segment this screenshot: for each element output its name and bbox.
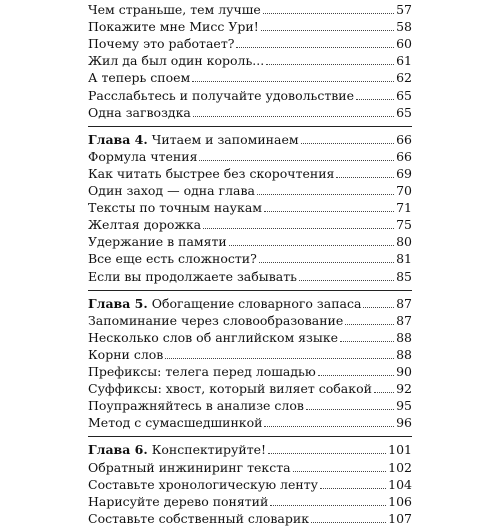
entry-title: Одна загвоздка (88, 104, 191, 120)
dot-leader (263, 13, 394, 14)
chapter-label: Глава 6. (88, 442, 148, 458)
dot-leader (236, 47, 394, 48)
toc-entry[interactable] (88, 396, 412, 413)
dot-leader (270, 505, 386, 506)
dot-leader (301, 143, 395, 144)
page-number: 75 (396, 217, 412, 233)
page-number: 92 (396, 381, 412, 397)
entry-title: Обратный инжиниринг текста (88, 459, 291, 475)
page-number: 90 (396, 364, 412, 379)
page-number: 81 (396, 251, 412, 267)
toc-entry[interactable] (88, 267, 412, 284)
entry-title: А теперь споем (88, 70, 191, 86)
page-number: 96 (396, 415, 412, 431)
dot-leader (345, 324, 394, 325)
entry-title: Нарисуйте дерево понятий (88, 493, 269, 509)
page-number: 80 (396, 234, 412, 250)
chapter-title (88, 133, 299, 147)
toc-entry[interactable] (88, 311, 412, 328)
page-number: 87 (396, 312, 412, 328)
toc-entry[interactable] (88, 215, 412, 232)
dot-leader (293, 471, 387, 472)
dot-leader (306, 409, 394, 410)
dot-leader (266, 64, 394, 65)
dot-leader (199, 160, 394, 161)
page-number: 62 (396, 70, 412, 86)
page-number: 71 (396, 200, 412, 216)
toc-entry[interactable] (88, 492, 412, 509)
page-number: 65 (396, 104, 412, 120)
dot-leader (193, 116, 394, 117)
page-number: 102 (388, 459, 412, 475)
entry-title: Префиксы: телега перед лошадью (88, 364, 316, 379)
chapter-name: Читаем и запоминаем (151, 131, 299, 147)
toc-entry[interactable] (88, 0, 412, 17)
entry-title: Составьте хронологическую ленту (88, 476, 318, 492)
page-number: 88 (396, 329, 412, 345)
entry-title: Суффиксы: хвост, который виляет собакой (88, 381, 372, 397)
entry-title: Если вы продолжаете забывать (88, 268, 297, 284)
dot-leader (257, 194, 394, 195)
toc-entry[interactable] (88, 17, 412, 34)
entry-title: Метод с сумасшедшинкой (88, 415, 263, 431)
entry-title: Покажите мне Мисс Ури! (88, 19, 259, 35)
page-number: 70 (396, 183, 412, 198)
toc-entry[interactable] (88, 34, 412, 51)
dot-leader (192, 81, 394, 82)
page-number: 106 (388, 493, 412, 509)
toc-entry[interactable] (88, 51, 412, 68)
chapter-divider (88, 126, 412, 127)
chapter-title (88, 297, 361, 311)
chapter-heading[interactable] (88, 294, 412, 311)
toc-entry[interactable] (88, 68, 412, 85)
page-number: 104 (388, 476, 412, 492)
toc-entry[interactable] (88, 86, 412, 103)
page-number: 58 (396, 19, 412, 35)
entry-title: Формула чтения (88, 148, 198, 164)
page-number: 101 (388, 442, 412, 458)
page-number: 88 (396, 346, 412, 362)
dot-leader (336, 177, 394, 178)
chapter-name: Обогащение словарного запаса (151, 295, 362, 311)
chapter-name: Конспектируйте! (151, 442, 267, 458)
page-number: 95 (396, 398, 412, 414)
dot-leader (363, 307, 394, 308)
dot-leader (264, 211, 394, 212)
chapter-heading[interactable] (88, 440, 412, 457)
entry-title: Чем страньше, тем лучше (88, 2, 261, 17)
dot-leader (203, 228, 394, 229)
toc-entry[interactable] (88, 147, 412, 164)
chapter-label: Глава 5. (88, 295, 148, 311)
toc-entry[interactable] (88, 103, 412, 120)
toc-entry[interactable] (88, 328, 412, 345)
toc-entry[interactable] (88, 249, 412, 266)
page-number: 61 (396, 53, 412, 69)
toc-entry[interactable] (88, 345, 412, 362)
toc-entry[interactable] (88, 379, 412, 396)
page-number: 85 (396, 268, 412, 284)
toc-entry[interactable] (88, 198, 412, 215)
entry-title: Удержание в памяти (88, 234, 227, 250)
toc-entry[interactable] (88, 232, 412, 249)
dot-leader (320, 488, 386, 489)
entry-title: Один заход — одна глава (88, 183, 255, 198)
entry-title: Все еще есть сложности? (88, 251, 257, 267)
entry-title: Запоминание через словообразование (88, 312, 344, 328)
page-number: 87 (396, 295, 412, 311)
entry-title: Составьте собственный словарик (88, 510, 310, 526)
toc-entry[interactable] (88, 458, 412, 475)
toc-entry[interactable] (88, 475, 412, 492)
page-number: 65 (396, 87, 412, 103)
dot-leader (311, 522, 386, 523)
dot-leader (268, 453, 386, 454)
chapter-heading[interactable] (88, 130, 412, 147)
toc-entry[interactable] (88, 181, 412, 198)
dot-leader (261, 30, 394, 31)
entry-title: Тексты по точным наукам (88, 200, 263, 216)
chapter-title (88, 443, 266, 457)
toc-entry[interactable] (88, 413, 412, 430)
chapter-divider (88, 290, 412, 291)
chapter-divider (88, 436, 412, 437)
page-number: 60 (396, 36, 412, 52)
entry-title: Расслабьтесь и получайте удовольствие (88, 87, 355, 103)
dot-leader (318, 375, 394, 376)
toc-entry[interactable] (88, 362, 412, 379)
dot-leader (299, 280, 394, 281)
page-number: 57 (396, 2, 412, 17)
entry-title: Поупражняйтесь в анализе слов (88, 398, 304, 414)
page-number: 69 (396, 165, 412, 181)
entry-title: Почему это работает? (88, 36, 235, 52)
entry-title: Жил да был один король... (88, 53, 265, 69)
dot-leader (356, 99, 394, 100)
page-number: 107 (388, 510, 412, 526)
dot-leader (264, 426, 394, 427)
dot-leader (374, 392, 394, 393)
entry-title: Желтая дорожка (88, 217, 202, 233)
entry-title: Корни слов (88, 346, 164, 362)
toc-entry[interactable] (88, 509, 412, 526)
chapter-label: Глава 4. (88, 131, 148, 147)
page-number: 66 (396, 131, 412, 147)
dot-leader (259, 262, 394, 263)
entry-title: Несколько слов об английском языке (88, 329, 339, 345)
dot-leader (229, 245, 394, 246)
dot-leader (340, 341, 394, 342)
page-number: 66 (396, 148, 412, 164)
dot-leader (165, 358, 394, 359)
toc-entry[interactable] (88, 164, 412, 181)
entry-title: Как читать быстрее без скорочтения (88, 165, 335, 181)
